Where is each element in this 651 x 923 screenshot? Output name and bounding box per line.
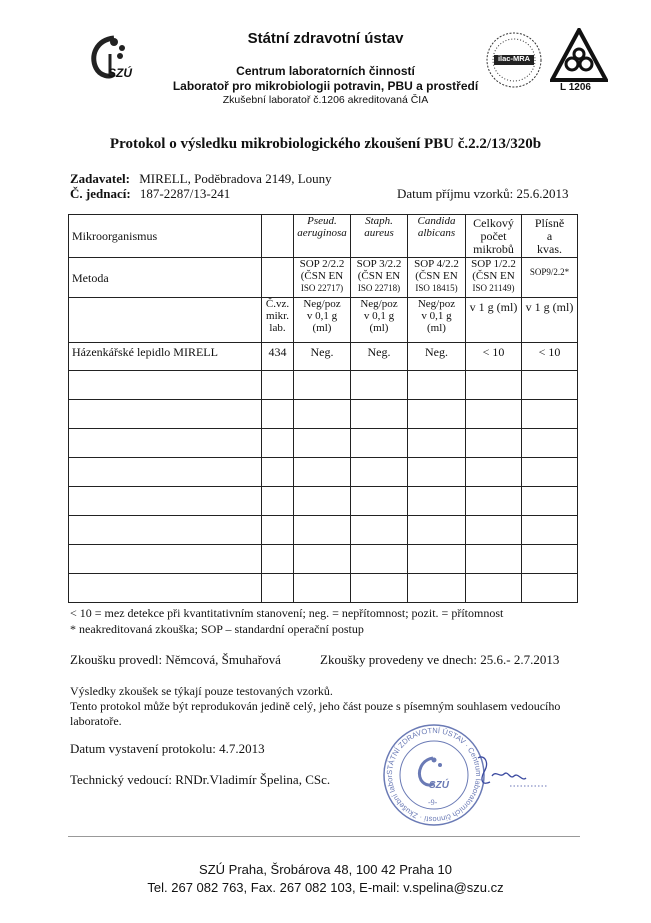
empty-row <box>69 371 578 400</box>
method-cell: SOP9/2.2* <box>522 258 578 298</box>
organism-header: Celkový počet mikrobů <box>466 215 522 258</box>
unit-cell: Neg/poz v 0,1 g (ml) <box>351 298 408 343</box>
ref-line <box>70 186 230 202</box>
footer-address: SZÚ Praha, Šrobárova 48, 100 42 Praha 10 <box>199 862 452 877</box>
results-table <box>68 214 578 603</box>
stamp-arc-text: STÁTNÍ ZDRAVOTNÍ ÚSTAV · Centrum laboratorních činností · Zkušební labor <box>384 725 484 825</box>
footer-divider <box>68 836 580 837</box>
empty-row <box>69 545 578 574</box>
empty-row <box>69 400 578 429</box>
method-row-label: Metoda <box>69 258 262 298</box>
received-date: Datum příjmu vzorků: 25.6.2013 <box>397 186 569 201</box>
organism-header: Pseud. aeruginosa <box>294 215 351 258</box>
unit-cell: Neg/poz v 0,1 g (ml) <box>408 298 466 343</box>
ref-label: Č. jednací: <box>70 186 131 201</box>
client-line <box>70 171 332 187</box>
result-cell: < 10 <box>466 343 522 371</box>
organism-header: Plísně a kvas. <box>522 215 578 258</box>
unit-cell: v 1 g (ml) <box>466 298 522 343</box>
stamp-number: -9- <box>428 798 438 807</box>
method-cell: SOP 3/2.2 (ČSN EN ISO 22718) <box>351 258 408 298</box>
cia-triangle-logo <box>550 28 608 93</box>
result-cell: < 10 <box>522 343 578 371</box>
note-detection-limit: < 10 = mez detekce při kvantitativním stanovení; neg. = nepřítomnost; pozit. = přítomnost <box>70 606 504 620</box>
disclaimer-line-3: laboratoře. <box>70 714 122 728</box>
result-cell: Neg. <box>351 343 408 371</box>
signature <box>470 752 550 792</box>
cia-code: L 1206 <box>560 82 591 93</box>
empty-row <box>69 429 578 458</box>
protocol-title: Protokol o výsledku mikrobiologického zkoušení PBU č.2.2/13/320b <box>109 136 542 152</box>
sample-name: Házenkářské lepidlo MIRELL <box>69 343 262 371</box>
method-cell: SOP 4/2.2 (ČSN EN ISO 18415) <box>408 258 466 298</box>
client-label: Zadavatel: <box>70 171 130 186</box>
sample-row <box>69 343 578 371</box>
organism-row-label: Mikroorganismus <box>69 215 262 258</box>
note-accreditation: * neakreditovaná zkouška; SOP – standardní operační postup <box>70 622 364 636</box>
method-cell: SOP 1/2.2 (ČSN EN ISO 21149) <box>466 258 522 298</box>
method-row <box>69 258 578 298</box>
result-cell: Neg. <box>408 343 466 371</box>
empty-row <box>69 516 578 545</box>
logo-text: SZÚ <box>108 66 132 80</box>
ilac-mra-logo <box>484 30 544 90</box>
institute-name: Státní zdravotní ústav <box>247 30 404 47</box>
empty-row <box>69 574 578 603</box>
ref-value: 187-2287/13-241 <box>139 186 231 201</box>
center-name: Centrum laboratorních činností <box>236 64 415 78</box>
organism-header: Candida albicans <box>408 215 466 258</box>
unit-cell: v 1 g (ml) <box>522 298 578 343</box>
units-row <box>69 298 578 343</box>
organism-header: Staph. aureus <box>351 215 408 258</box>
lab-name: Laboratoř pro mikrobiologii potravin, PBU a prostředí <box>172 79 479 93</box>
unit-cell: Neg/poz v 0,1 g (ml) <box>294 298 351 343</box>
performed-dates: Zkoušky provedeny ve dnech: 25.6.- 2.7.2013 <box>320 652 560 667</box>
organism-row <box>69 215 578 258</box>
method-cell: SOP 2/2.2 (ČSN EN ISO 22717) <box>294 258 351 298</box>
sample-lab-no: 434 <box>262 343 294 371</box>
accreditation-text: Zkušební laboratoř č.1206 akreditovaná ČIA <box>222 94 429 106</box>
empty-row <box>69 458 578 487</box>
stamp-logo-text: SZÚ <box>429 780 449 791</box>
issue-date: Datum vystavení protokolu: 4.7.2013 <box>70 741 265 756</box>
technical-head: Technický vedoucí: RNDr.Vladimír Špelina, CSc. <box>70 772 331 787</box>
result-cell: Neg. <box>294 343 351 371</box>
footer-contact: Tel. 267 082 763, Fax. 267 082 103, E-mail: v.spelina@szu.cz <box>147 880 504 895</box>
client-value: MIRELL, Poděbradova 2149, Louny <box>139 171 332 186</box>
disclaimer-line-1: Výsledky zkoušek se týkají pouze testovaných vzorků. <box>70 684 333 698</box>
disclaimer-line-2: Tento protokol může být reprodukován jedině celý, jeho část pouze s písemným souhlasem vedoucího <box>70 699 561 713</box>
lab-no-header: Č.vz. mikr. lab. <box>262 298 294 343</box>
performed-by: Zkoušku provedl: Němcová, Šmuhařová <box>70 652 281 667</box>
empty-row <box>69 487 578 516</box>
ilac-text: ilac-MRA <box>497 54 531 63</box>
